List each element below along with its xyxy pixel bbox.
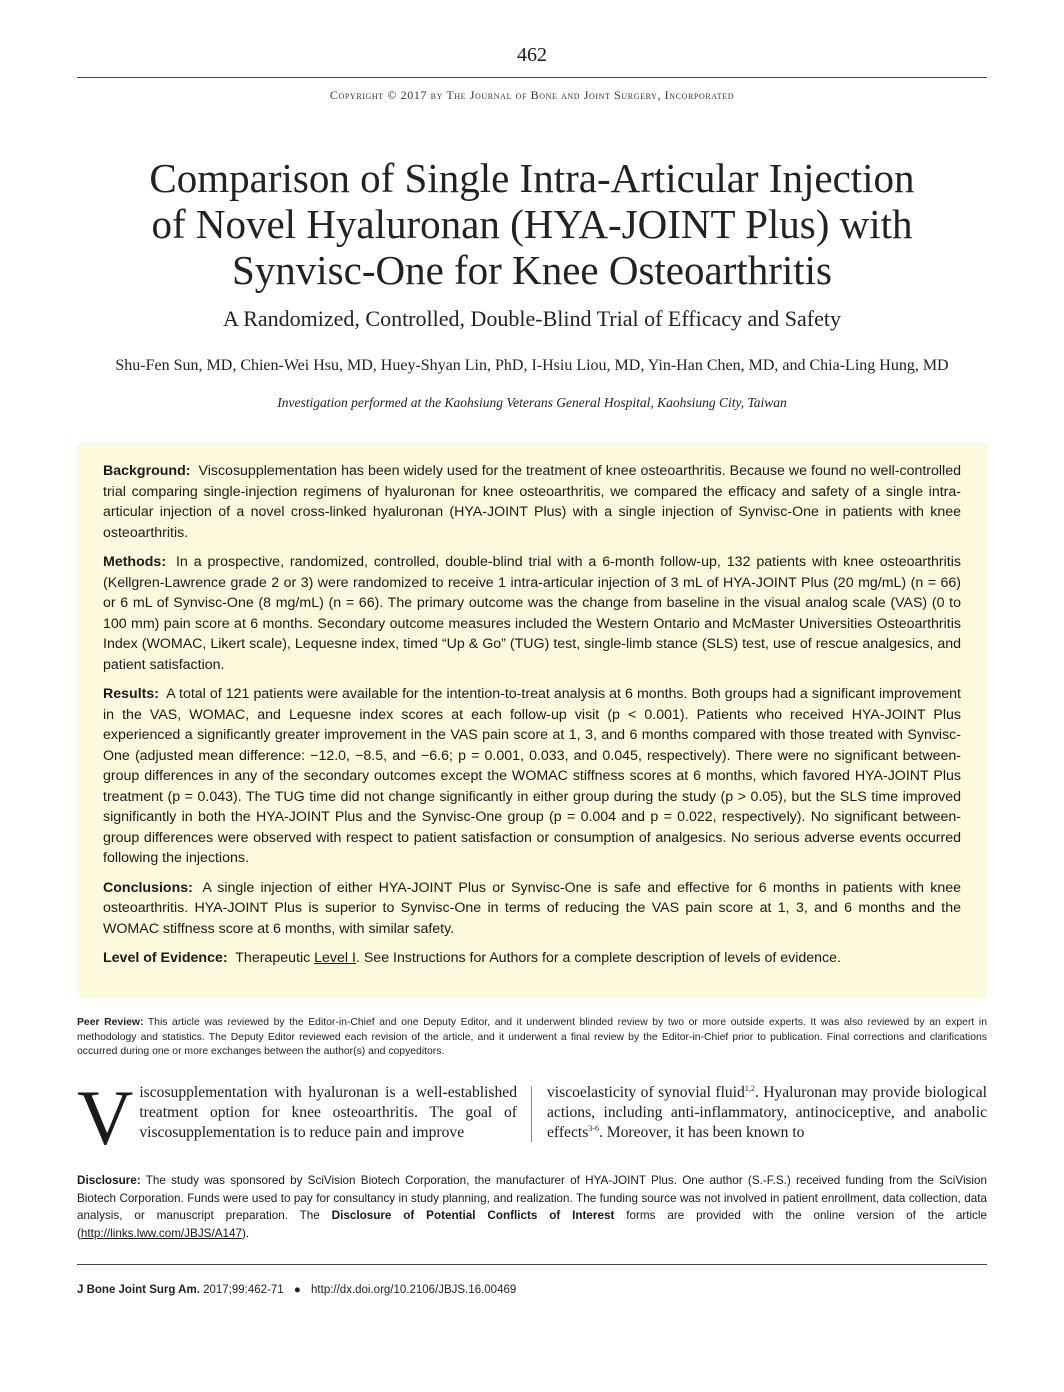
abstract-level-of-evidence <box>103 948 961 969</box>
author-list: Shu-Fen Sun, MD, Chien-Wei Hsu, MD, Huey-Shyan Lin, PhD, I-Hsiu Liou, MD, Yin-Han Chen, MD, and Chia-Ling Hung, MD <box>115 357 949 374</box>
level-link[interactable]: Level I <box>314 950 356 966</box>
article-subtitle: A Randomized, Controlled, Double-Blind Trial of Efficacy and Safety <box>223 306 841 331</box>
header-divider <box>77 77 987 78</box>
supplement-link[interactable]: http://links.lww.com/JBJS/A147 <box>80 1226 242 1240</box>
copyright-notice: Copyright © 2017 by The Journal of Bone and Joint Surgery, Incorporated <box>329 88 735 102</box>
journal-name: J Bone Joint Surg Am. <box>77 1284 200 1296</box>
disclosure-note <box>77 1172 987 1242</box>
intro-text: viscoelasticity of synovial fluid <box>547 1084 745 1101</box>
title-line: Comparison of Single Intra-Articular Injection <box>149 155 915 201</box>
citation: 2017;99:462-71 <box>203 1284 284 1296</box>
level-suffix: . See Instructions for Authors for a complete description of levels of evidence. <box>355 950 841 966</box>
peer-review-text: This article was reviewed by the Editor-in-Chief and one Deputy Editor, and it underwent blinded review by two or more outside experts. It was also reviewed by an expert in methodology and statistics. The Deputy Editor reviewed each revision of the article, and it underwent a final review by the Editor-in-Chief prior to publication. Final corrections and clarifications occurred during one or more exchanges between the author(s) and copyeditors. <box>77 1017 987 1057</box>
section-text: In a prospective, randomized, controlled, double-blind trial with a 6-month follow-up, 132 patients with knee osteoarthritis (Kellgren-Lawrence grade 2 or 3) were randomized to receive 1 intra-articular injection of 3 mL of HYA-JOINT Plus (20 mg/mL) (n = 66) or 6 mL of Synvisc-One (8 mg/mL) (n = 66). The primary outcome was the change from baseline in the visual analog scale (VAS) (0 to 100 mm) pain score at 6 months. Secondary outcome measures included the Western Ontario and McMaster Universities Osteoarthritis Index (WOMAC, Likert scale), Lequesne index, timed “Up & Go” (TUG) test, single-limb stance (SLS) test, use of rescue analgesics, and patient satisfaction. <box>103 554 961 673</box>
citation-ref[interactable]: 3-6 <box>588 1123 599 1133</box>
disclosure-text: The study was sponsored by SciVision Biotech Corporation, the manufacturer of HYA-JOINT Plus. One author (S.-F.S.) received funding from the SciVision Biotech Corporation. Funds were used to pay for consultancy in study planning, and realization. The funding source was not involved in patient enrollment, data collection, data analysis, or manuscript preparation. The <box>77 1174 987 1222</box>
section-text: Viscosupplementation has been widely used for the treatment of knee osteoarthritis. Because we found no well-controlled trial comparing single-injection regimens of hyaluronan for knee osteoarthritis, we compared the efficacy and safety of a single intra-articular injection of a novel cross-linked hyaluronan (HYA-JOINT Plus) with a single injection of Synvisc-One in patients with knee osteoarthritis. <box>103 463 961 541</box>
doi-link[interactable]: http://dx.doi.org/10.2106/JBJS.16.00469 <box>311 1284 517 1296</box>
title-line: of Novel Hyaluronan (HYA-JOINT Plus) with <box>151 201 913 247</box>
peer-review-label: Peer Review: <box>77 1017 144 1028</box>
intro-column-left <box>77 1074 517 1161</box>
column-divider <box>531 1086 532 1142</box>
section-label: Background: <box>103 463 191 479</box>
section-label: Level of Evidence: <box>103 950 228 966</box>
abstract-conclusions <box>103 878 961 940</box>
intro-text: . Hyaluronan may provide biological actions, including anti-inflammatory, antinociceptive, and anabolic effects <box>547 1084 987 1141</box>
peer-review-note <box>77 1016 987 1060</box>
drop-cap: V <box>77 1074 134 1161</box>
section-label: Conclusions: <box>103 879 193 896</box>
footer-divider <box>77 1264 987 1265</box>
intro-text: . Moreover, it has been known to <box>598 1124 805 1141</box>
section-text: A total of 121 patients were available for the intention-to-treat analysis at 6 months. Both groups had a significant improvement in the VAS, WOMAC, and Lequesne index scores at each follow-up visit (p < 0.001). Patients who received HYA-JOINT Plus experienced a significantly greater improvement in the VAS pain score at 1, 3, and 6 months compared with those treated with Synvisc-One (adjusted mean difference: −12.0, −8.5, and −6.6; p = 0.001, 0.033, and 0.045, respectively). There were no significant between-group differences in any of the secondary outcomes except the WOMAC stiffness scores at 6 months, which favored HYA-JOINT Plus treatment (p = 0.043). The TUG time did not change significantly in either group during the study (p > 0.05), but the SLS time improved significantly in both the HYA-JOINT Plus and the Synvisc-One group (p = 0.004 and p = 0.022, respectively). No significant between-group differences were observed with respect to patient satisfaction or consumption of analgesics. No serious adverse events occurred following the injections. <box>103 686 961 866</box>
intro-text-left: iscosupplementation with hyaluronan is a well-established treatment option for knee osteoarthritis. The goal of viscosupplementation is to reduce pain and improve <box>139 1084 517 1141</box>
page-number: 462 <box>517 44 547 66</box>
intro-column-right <box>547 1083 987 1143</box>
disclosure-text: forms are provided with the online version of the article ( <box>77 1209 988 1240</box>
abstract-methods <box>103 552 961 675</box>
abstract-box <box>77 443 987 997</box>
title-line: Synvisc-One for Knee Osteoarthritis <box>231 247 833 293</box>
citation-ref[interactable]: 1,2 <box>744 1083 755 1093</box>
footer-citation <box>77 1284 516 1296</box>
abstract-background <box>103 461 961 543</box>
bullet-icon: ● <box>293 1284 301 1296</box>
abstract-results <box>103 684 961 869</box>
section-text: A single injection of either HYA-JOINT Plus or Synvisc-One is safe and effective for 6 months in patients with knee osteoarthritis. HYA-JOINT Plus is superior to Synvisc-One in terms of reducing the VAS pain score at 1, 3, and 6 months and the WOMAC stiffness score at 6 months, with similar safety. <box>103 879 961 937</box>
section-label: Results: <box>103 686 159 702</box>
section-label: Methods: <box>103 554 167 570</box>
disclosure-forms: Disclosure of Potential Conflicts of Interest <box>331 1209 615 1222</box>
article-title <box>60 155 1004 293</box>
disclosure-text: ). <box>242 1226 250 1240</box>
institution: Investigation performed at the Kaohsiung Veterans General Hospital, Kaohsiung City, Taiwan <box>277 395 787 410</box>
disclosure-label: Disclosure: <box>77 1174 141 1187</box>
level-prefix: Therapeutic <box>235 950 311 966</box>
